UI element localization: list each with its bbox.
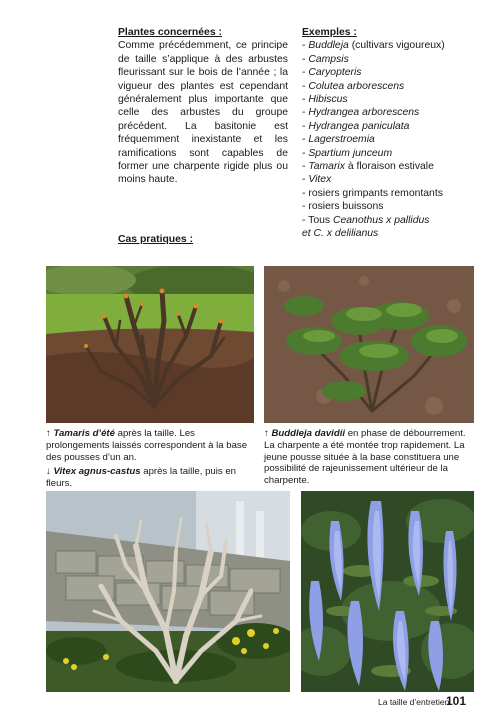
right-column xyxy=(302,26,488,241)
example-item: - Campsis xyxy=(302,53,349,65)
example-species-name: Lagerstroemia xyxy=(308,134,375,146)
tamaris-photo xyxy=(46,266,254,423)
vitex-caption-text: après la taille, puis en fleurs. xyxy=(46,466,237,489)
example-species-name: et C. x delilianus xyxy=(302,228,379,240)
vitex-name: Vitex agnus-castus xyxy=(53,466,141,477)
example-item: - Colutea arborescens xyxy=(302,80,405,92)
example-item: - Hydrangea paniculata xyxy=(302,120,410,132)
example-species-name: Buddleja xyxy=(308,40,349,52)
example-item: - rosiers grimpants remontants xyxy=(302,187,443,199)
vitex-flowering-photo xyxy=(301,491,474,692)
example-item: - Buddleja (cultivars vigoureux) xyxy=(302,40,445,52)
exemples-heading: Exemples : xyxy=(302,27,357,38)
left-column xyxy=(118,26,288,187)
buddleja-caption xyxy=(264,428,476,487)
page-number: 101 xyxy=(446,694,467,708)
example-species-name: Spartium junceum xyxy=(308,147,393,159)
cas-pratiques-heading: Cas pratiques : xyxy=(118,234,194,245)
plantes-heading: Plantes concernées : xyxy=(118,27,222,38)
example-species-name: Campsis xyxy=(308,53,349,65)
example-item: - Hydrangea arborescens xyxy=(302,107,420,119)
intro-paragraph: Comme précédemment, ce principe de taille s’applique à des arbustes fleurissant sur le bois de l’année ; la vigueur des plantes est cependant généralement plus importante que celle des arbustes du groupe précédent. La basitonie est fréquemment inexistante et les ramifications sont capables de former une charpente rigide plus ou moins haute. xyxy=(118,40,288,186)
example-item: - Lagerstroemia xyxy=(302,134,375,146)
example-species-name: Vitex xyxy=(308,174,332,186)
example-item-ceanothus: - Tous Ceanothus x pallidus et C. x delilianus xyxy=(302,214,430,240)
tamaris-caption-text: après la taille. Les prolongements laissés correspondent à la base des pousses d’un an. xyxy=(46,428,248,463)
arrow-up-icon: ↑ xyxy=(46,428,51,439)
example-item: - Vitex xyxy=(302,174,332,186)
example-item: - Hibiscus xyxy=(302,94,348,106)
example-species-name: Hydrangea arborescens xyxy=(308,107,420,119)
example-species-name: Colutea arborescens xyxy=(308,80,405,92)
vitex-caption xyxy=(46,466,246,490)
example-item: - Caryopteris xyxy=(302,67,362,79)
example-species-name: Tamarix xyxy=(308,161,345,173)
example-item: - Tamarix à floraison estivale xyxy=(302,161,434,173)
tamaris-name: Tamaris d’été xyxy=(53,428,115,439)
example-item: - Spartium junceum xyxy=(302,147,393,159)
example-item: - rosiers buissons xyxy=(302,201,384,213)
running-title: La taille d’entretien xyxy=(378,697,450,707)
buddleja-photo xyxy=(264,266,474,423)
vitex-pruned-photo xyxy=(46,491,290,692)
tamaris-caption xyxy=(46,428,256,463)
buddleja-name: Buddleja davidii xyxy=(271,428,346,439)
arrow-up-icon: ↑ xyxy=(264,428,269,439)
example-species-name: Caryopteris xyxy=(308,67,362,79)
example-species-name: Hydrangea paniculata xyxy=(308,120,410,132)
buddleja-caption-text: en phase de débourrement. La charpente a été montée trop rapidement. La jeune pousse située à la base constituera une possibilité de rajeunissement ultérieur de la charpente. xyxy=(264,428,466,487)
example-species-name: Hibiscus xyxy=(308,94,348,106)
arrow-down-icon: ↓ xyxy=(46,466,51,477)
examples-list xyxy=(302,39,488,240)
example-species-name: Ceanothus x pallidus xyxy=(333,214,430,226)
